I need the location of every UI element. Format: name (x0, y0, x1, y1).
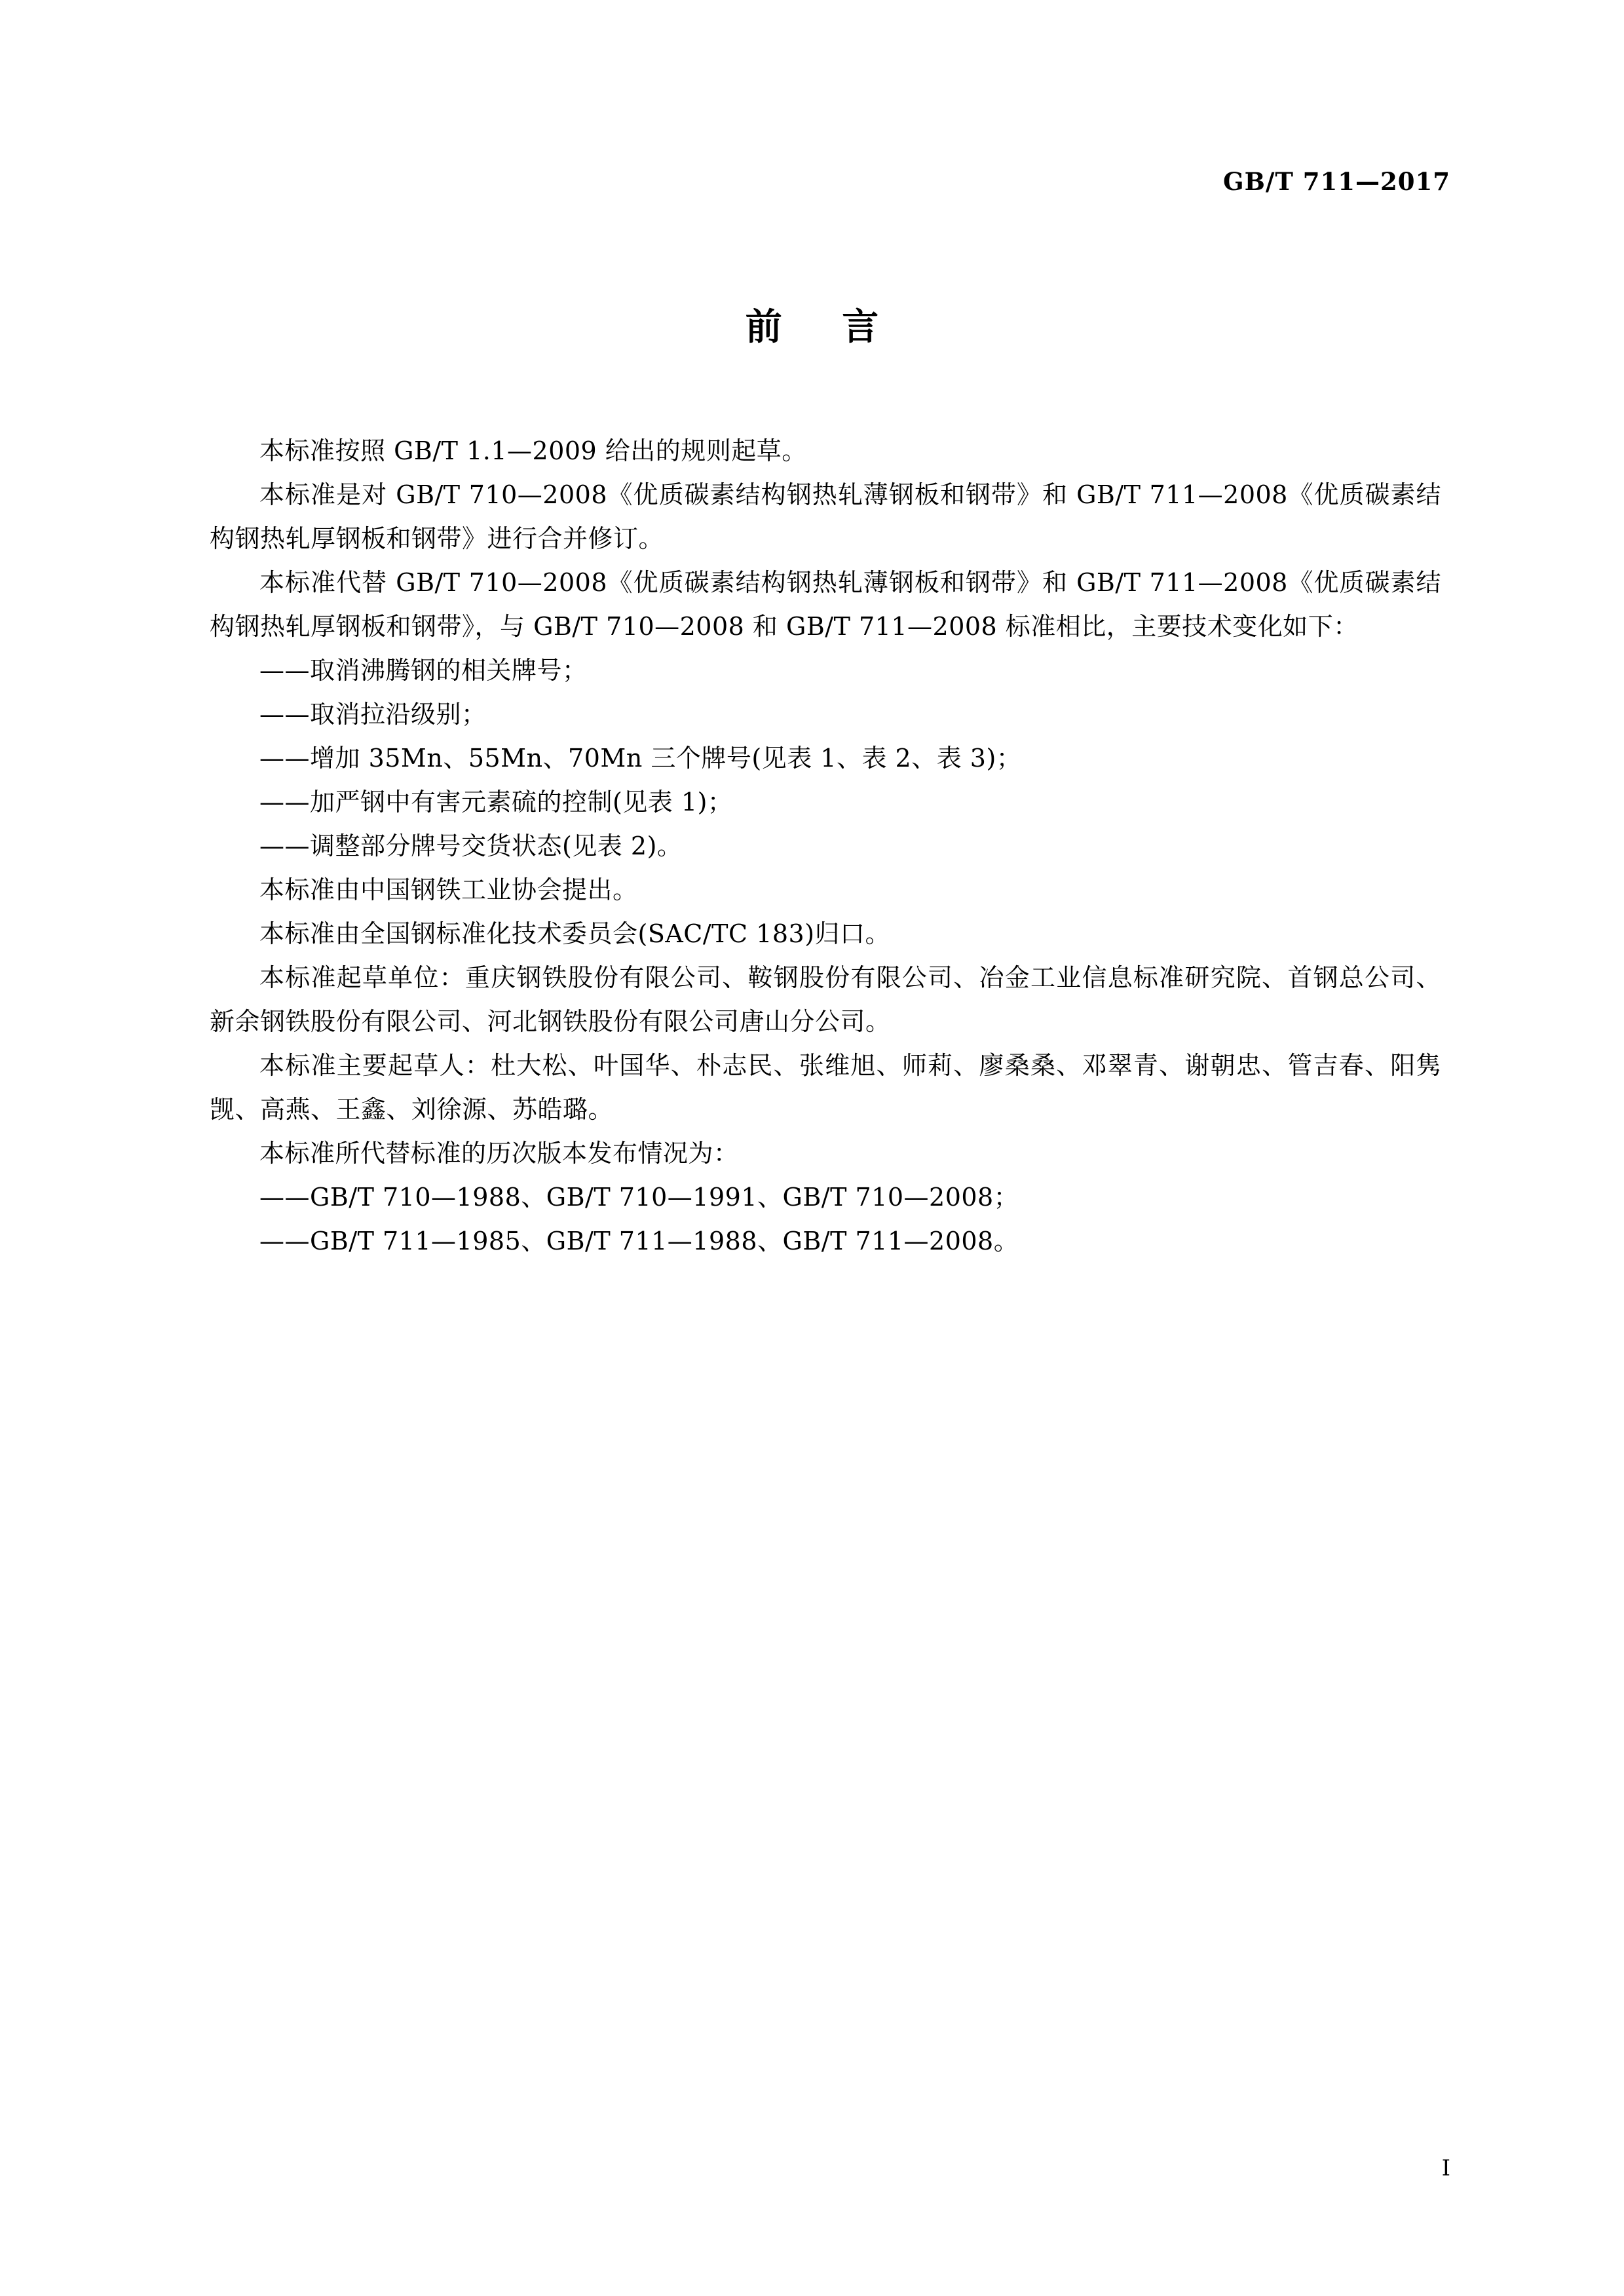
paragraph-main-drafters: 本标准主要起草人：杜大松、叶国华、朴志民、张维旭、师莉、廖桑桑、邓翠青、谢朝忠、管吉春、阳隽觊、高燕、王鑫、刘徐源、苏皓璐。 (210, 1051, 1441, 1124)
history-item: ——GB/T 710—1988、GB/T 710—1991、GB/T 710—2008； (259, 1183, 1019, 1212)
paragraph-history-intro: 本标准所代替标准的历次版本发布情况为： (259, 1139, 739, 1168)
change-item: ——取消沸腾钢的相关牌号； (259, 656, 588, 685)
page-header-standard-code: GB/T 711—2017 (1222, 167, 1450, 196)
page-number: Ⅰ (1441, 2155, 1450, 2181)
foreword-body (210, 429, 1441, 1263)
paragraph-revision-basis: 本标准是对 GB/T 710—2008《优质碳素结构钢热轧薄钢板和钢带》和 GB/T 711—2008《优质碳素结构钢热轧厚钢板和钢带》进行合并修订。 (210, 480, 1441, 553)
paragraph-administrator: 本标准由全国钢标准化技术委员会(SAC/TC 183)归口。 (259, 919, 891, 948)
history-item: ——GB/T 711—1985、GB/T 711—1988、GB/T 711—2008。 (259, 1227, 1019, 1255)
page-title: 前 言 (745, 306, 903, 349)
paragraph-replacement: 本标准代替 GB/T 710—2008《优质碳素结构钢热轧薄钢板和钢带》和 GB/T 711—2008《优质碳素结构钢热轧厚钢板和钢带》，与 GB/T 710—2008 和 GB/T 711—2008 标准相比，主要技术变化如下： (210, 568, 1441, 641)
change-item: ——取消拉沿级别； (259, 700, 487, 729)
change-item: ——调整部分牌号交货状态(见表 2)。 (259, 832, 683, 860)
paragraph-drafting-rules: 本标准按照 GB/T 1.1—2009 给出的规则起草。 (259, 436, 807, 465)
change-item: ——增加 35Mn、55Mn、70Mn 三个牌号(见表 1、表 2、表 3)； (259, 744, 1022, 773)
paragraph-drafting-units: 本标准起草单位：重庆钢铁股份有限公司、鞍钢股份有限公司、冶金工业信息标准研究院、首钢总公司、新余钢铁股份有限公司、河北钢铁股份有限公司唐山分公司。 (210, 963, 1441, 1036)
change-item: ——加严钢中有害元素硫的控制(见表 1)； (259, 788, 733, 816)
paragraph-proposer: 本标准由中国钢铁工业协会提出。 (259, 875, 638, 904)
